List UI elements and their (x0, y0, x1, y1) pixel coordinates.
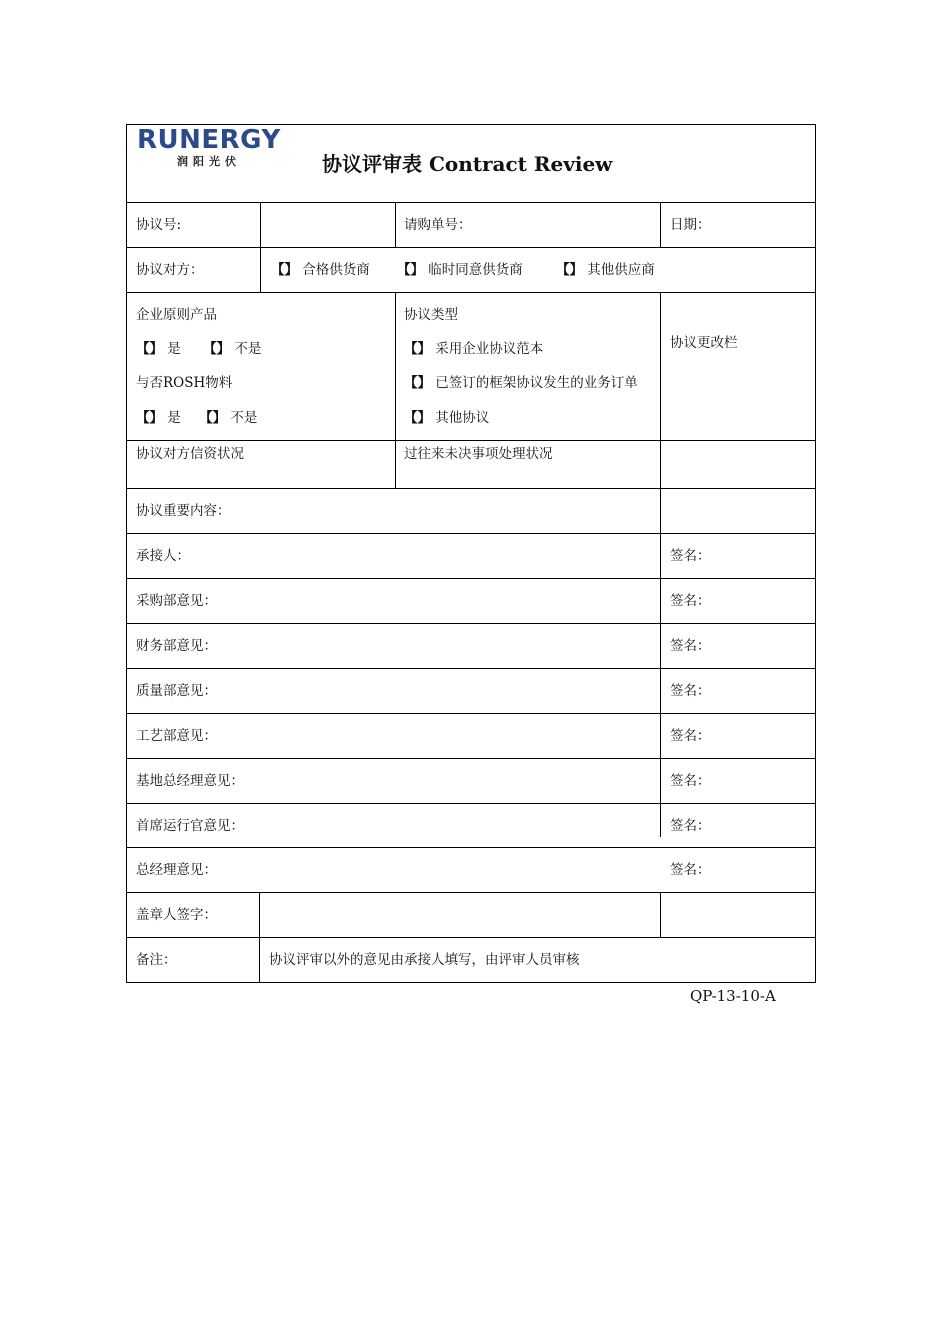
option-label: 其他协议 (435, 410, 490, 426)
date-label: 日期： (670, 217, 711, 233)
col-line (395, 292, 396, 488)
checkbox-bracket: 【】 (136, 341, 163, 357)
option-other-supplier (556, 261, 655, 279)
option-label: 采用企业协议范本 (435, 341, 544, 357)
row-line (126, 578, 816, 579)
checkbox-bracket: 【】 (203, 341, 231, 357)
signature-label: 签名： (670, 862, 711, 878)
contract-type-option-3 (404, 409, 489, 427)
option-no: 不是 (230, 410, 258, 426)
signature-label: 签名： (670, 548, 711, 564)
runergy-logo (137, 125, 287, 171)
checkbox-bracket: 【】 (556, 262, 583, 278)
logo-brand: RUNERGY (137, 125, 281, 155)
form-title: 协议评审表 Contract Review (322, 152, 613, 176)
signature-label: 签名： (670, 593, 711, 609)
col-line (260, 247, 261, 292)
row-line (126, 847, 816, 848)
checkbox-bracket: 【】 (404, 410, 431, 426)
option-label: 合格供货商 (302, 262, 370, 278)
signature-label: 签名： (670, 773, 711, 789)
row-line (126, 292, 816, 293)
row-line (126, 533, 816, 534)
counterparty-label: 协议对方： (136, 262, 204, 278)
signature-label: 签名： (670, 728, 711, 744)
col-line (260, 202, 261, 247)
signature-label: 签名： (670, 818, 711, 834)
row-line (126, 892, 816, 893)
row-line (126, 937, 816, 938)
border-bottom (126, 982, 816, 983)
option-temporary-supplier (397, 261, 523, 279)
checkbox-bracket: 【】 (136, 410, 163, 426)
remarks-label: 备注： (136, 952, 177, 968)
change-column-label: 协议更改栏 (670, 335, 738, 351)
row-line (126, 803, 816, 804)
remarks-text: 协议评审以外的意见由承接人填写，由评审人员审核 (269, 952, 580, 968)
row-line (126, 202, 816, 203)
contract-type-option-2 (404, 374, 638, 392)
row-line (126, 713, 816, 714)
rosh-material-options (136, 409, 257, 427)
border-left (126, 124, 127, 983)
undertaker-label: 承接人： (136, 548, 190, 564)
col-line (660, 202, 661, 247)
col-line (660, 292, 661, 837)
document-number: QP-13-10-A (690, 987, 776, 1005)
border-right (815, 124, 816, 983)
row-line (126, 668, 816, 669)
gm-opinion-label: 总经理意见： (136, 862, 217, 878)
checkbox-bracket: 【】 (404, 341, 431, 357)
base-gm-opinion-label: 基地总经理意见： (136, 773, 244, 789)
enterprise-product-label: 企业原则产品 (136, 307, 217, 323)
row-line (126, 247, 816, 248)
contract-review-form (126, 124, 816, 983)
credit-status-label: 协议对方信资状况 (136, 446, 244, 462)
coo-opinion-label: 首席运行官意见： (136, 818, 244, 834)
option-label: 已签订的框架协议发生的业务订单 (435, 375, 638, 391)
option-label: 临时同意供货商 (428, 262, 523, 278)
row-line (126, 488, 816, 489)
checkbox-bracket: 【】 (199, 410, 227, 426)
enterprise-product-options (136, 340, 261, 358)
process-opinion-label: 工艺部意见： (136, 728, 217, 744)
row-line (126, 623, 816, 624)
checkbox-bracket: 【】 (404, 375, 431, 391)
quality-opinion-label: 质量部意见： (136, 683, 217, 699)
key-content-label: 协议重要内容： (136, 503, 231, 519)
option-yes: 是 (167, 410, 181, 426)
rosh-material-label: 与否ROSH物料 (136, 375, 233, 391)
contract-type-heading: 协议类型 (404, 307, 458, 323)
col-line (259, 892, 260, 982)
col-line (395, 202, 396, 247)
pending-items-label: 过往来未决事项处理状况 (404, 446, 553, 462)
signature-label: 签名： (670, 683, 711, 699)
contract-type-option-1 (404, 340, 543, 358)
po-no-label: 请购单号： (404, 217, 472, 233)
option-qualified-supplier (271, 261, 370, 279)
checkbox-bracket: 【】 (397, 262, 424, 278)
stamp-signer-label: 盖章人签字： (136, 907, 217, 923)
signature-label: 签名： (670, 638, 711, 654)
contract-no-label: 协议号: (136, 217, 182, 233)
option-no: 不是 (234, 341, 262, 357)
purchasing-opinion-label: 采购部意见： (136, 593, 217, 609)
logo-subtitle: 润阳光伏 (177, 155, 241, 168)
row-line (126, 758, 816, 759)
option-yes: 是 (167, 341, 181, 357)
col-line (660, 892, 661, 937)
row-line (126, 440, 816, 441)
finance-opinion-label: 财务部意见： (136, 638, 217, 654)
option-label: 其他供应商 (587, 262, 655, 278)
checkbox-bracket: 【】 (271, 262, 298, 278)
